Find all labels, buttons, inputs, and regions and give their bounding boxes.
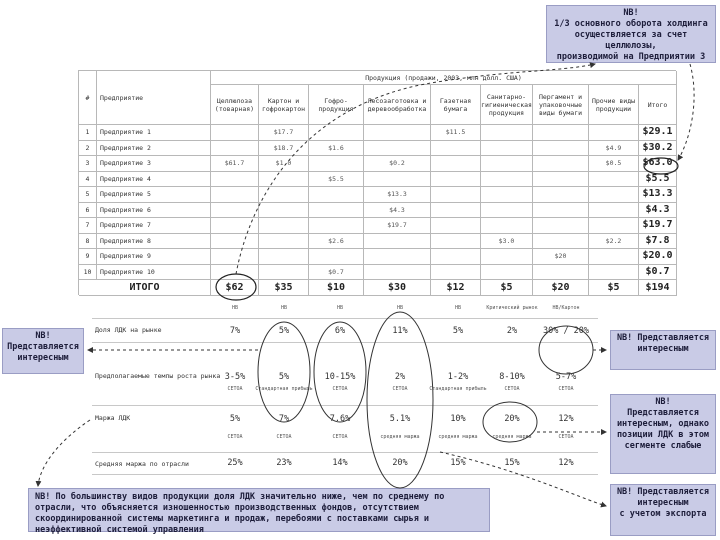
margin-note: СЕТОА — [227, 434, 243, 440]
table-cell: $1.6 — [309, 141, 364, 157]
table-cell: $17.7 — [259, 125, 309, 141]
margin-note: СЕТОА — [332, 434, 348, 440]
row-company: Предприятие 5 — [97, 187, 211, 203]
growth-value: 3-5% — [224, 372, 246, 382]
row-total-cell: $29.1 — [639, 125, 677, 141]
total-cell: $20 — [533, 280, 589, 296]
num-header: # — [79, 71, 97, 125]
share-value: 30% / 20% — [542, 326, 590, 336]
table-cell: $2.2 — [589, 234, 639, 250]
highlight-ellipse-packaging — [539, 326, 593, 374]
column-header: Гофро-продукция — [309, 85, 364, 125]
share-value: 5% — [278, 326, 290, 336]
total-cell: $5 — [589, 280, 639, 296]
avg-margin-value: 20% — [392, 458, 408, 468]
margin-value: 5% — [229, 414, 241, 424]
growth-value: 5-7% — [555, 372, 577, 382]
growth-note: СЕТОА — [558, 386, 574, 392]
share-value: 7% — [229, 326, 241, 336]
growth-label: Предполагаемые темпы роста рынка — [95, 372, 221, 380]
row-company: Предприятие 8 — [97, 234, 211, 250]
margin-note: СЕТОА — [276, 434, 292, 440]
row-total-cell: $5.5 — [639, 172, 677, 188]
share-value: 2% — [506, 326, 518, 336]
column-header: Картон и гофрокартон — [259, 85, 309, 125]
share-value: 11% — [392, 326, 408, 336]
growth-value: 5% — [278, 372, 290, 382]
avg-margin-label: Средняя маржа по отрасли — [95, 460, 189, 468]
avg-margin-value: 12% — [558, 458, 574, 468]
column-header: Итого — [639, 85, 677, 125]
growth-value: 1-2% — [447, 372, 469, 382]
total-label: ИТОГО — [79, 280, 211, 296]
highlight-ellipse-cardboard — [258, 322, 310, 422]
column-header: Санитарно-гигиеническая продукция — [481, 85, 533, 125]
column-header: Лесозаготовка и деревообработка — [364, 85, 431, 125]
growth-value: 10-15% — [324, 372, 356, 382]
table-cell: $19.7 — [364, 218, 431, 234]
company-header: Предприятие — [97, 71, 211, 125]
row-number: 6 — [79, 203, 97, 219]
total-cell: $5 — [481, 280, 533, 296]
row-company: Предприятие 1 — [97, 125, 211, 141]
row-company: Предприятие 9 — [97, 249, 211, 265]
row-number: 10 — [79, 265, 97, 281]
total-cell: $12 — [431, 280, 481, 296]
table-cell: $11.5 — [431, 125, 481, 141]
growth-value: 2% — [394, 372, 406, 382]
row-number: 7 — [79, 218, 97, 234]
total-cell: $30 — [364, 280, 431, 296]
avg-margin-value: 15% — [450, 458, 466, 468]
margin-value: 10% — [450, 414, 466, 424]
avg-margin-value: 15% — [504, 458, 520, 468]
segment-label: НВ — [231, 305, 239, 311]
segment-label: Критический рынок — [486, 305, 538, 311]
row-number: 1 — [79, 125, 97, 141]
table-cell: $4.9 — [589, 141, 639, 157]
row-company: Предприятие 4 — [97, 172, 211, 188]
margin-value: 7.6% — [329, 414, 351, 424]
margin-label: Маржа ЛДК — [95, 414, 131, 422]
growth-note: СЕТОА — [504, 386, 520, 392]
highlight-ellipse-cellulose-total — [216, 274, 256, 300]
margin-note: СЕТОА — [558, 434, 574, 440]
row-company: Предприятие 6 — [97, 203, 211, 219]
arrow-to-right-callout-3 — [440, 452, 606, 506]
table-cell: $13.3 — [364, 187, 431, 203]
callout-cellulose-note: NB! 1/3 основного оборота холдинга осуществляется за счет целлюлозы, производимой на Предприятии 3 — [546, 5, 716, 63]
total-cell: $194 — [639, 280, 677, 296]
arrow-to-top-callout — [236, 64, 595, 274]
row-number: 3 — [79, 156, 97, 172]
growth-note: СЕТОА — [332, 386, 348, 392]
row-number: 9 — [79, 249, 97, 265]
table-cell: $61.7 — [211, 156, 259, 172]
table-cell: $0.5 — [589, 156, 639, 172]
row-company: Предприятие 2 — [97, 141, 211, 157]
margin-value: 12% — [558, 414, 574, 424]
row-company: Предприятие 3 — [97, 156, 211, 172]
growth-note: Стандартная прибыль — [429, 386, 487, 392]
row-total-cell: $7.8 — [639, 234, 677, 250]
row-number: 4 — [79, 172, 97, 188]
row-company: Предприятие 10 — [97, 265, 211, 281]
margin-value: 7% — [278, 414, 290, 424]
row-total-cell: $63.0 — [639, 156, 677, 172]
row-total-cell: $0.7 — [639, 265, 677, 281]
row-number: 5 — [79, 187, 97, 203]
callout-right-note-3: NB! Представляется интересным с учетом экспорта — [610, 484, 716, 536]
row-company: Предприятие 7 — [97, 218, 211, 234]
segment-label: НВ — [454, 305, 462, 311]
table-cell: $1.0 — [259, 156, 309, 172]
arrow-to-bottom-callout — [38, 420, 90, 486]
row-number: 2 — [79, 141, 97, 157]
callout-right-note-1: NB! Представляется интересным — [610, 330, 716, 370]
table-cell: $3.0 — [481, 234, 533, 250]
row-total-cell: $13.3 — [639, 187, 677, 203]
arrow-top-to-enterprise3 — [678, 64, 694, 160]
table-cell: $18.7 — [259, 141, 309, 157]
avg-margin-value: 25% — [227, 458, 243, 468]
row-total-cell: $20.0 — [639, 249, 677, 265]
margin-value: 5.1% — [389, 414, 411, 424]
column-header: Целлюлоза (товарная) — [211, 85, 259, 125]
total-cell: $62 — [211, 280, 259, 296]
super-header: Продукция (продажи, 2003, млн долл. США) — [211, 71, 677, 85]
callout-right-note-2: NB! Представляется интересным, однако позиции ЛДК в этом сегменте слабые — [610, 394, 716, 474]
segment-label: НВ — [396, 305, 404, 311]
share-value: 5% — [452, 326, 464, 336]
highlight-ellipse-sanitary — [483, 402, 537, 442]
growth-note: Стандартная прибыль — [255, 386, 313, 392]
callout-bottom-note: NB! По большинству видов продукции доля ЛДК значительно ниже, чем по среднему по отрасли, что объясняется изношенностью производственных фондов, отсутствием скоординированной системы маркетинга и продаж, перебоями с поставками сырья и неэффективной системой управления — [28, 488, 490, 532]
highlight-ellipse-enterprise3-total — [644, 158, 678, 174]
table-cell: $0.7 — [309, 265, 364, 281]
growth-value: 8-10% — [499, 372, 525, 382]
avg-margin-value: 14% — [332, 458, 348, 468]
row-total-cell: $19.7 — [639, 218, 677, 234]
callout-left-note: NB! Представляется интересным — [2, 328, 84, 374]
column-header: Газетная бумага — [431, 85, 481, 125]
table-cell: $20 — [533, 249, 589, 265]
segment-label: НВ — [336, 305, 344, 311]
row-number: 8 — [79, 234, 97, 250]
margin-value: 20% — [504, 414, 520, 424]
highlight-ellipse-corrugated — [314, 322, 366, 422]
total-cell: $10 — [309, 280, 364, 296]
margin-note: средняя маржа — [380, 434, 420, 440]
row-total-cell: $30.2 — [639, 141, 677, 157]
table-cell: $4.3 — [364, 203, 431, 219]
share-label: Доля ЛДК на рынке — [95, 326, 162, 334]
segment-label: НВ/Картон — [552, 305, 580, 311]
margin-note: средняя маржа — [438, 434, 478, 440]
table-cell: $0.2 — [364, 156, 431, 172]
total-cell: $35 — [259, 280, 309, 296]
table-cell: $2.6 — [309, 234, 364, 250]
column-header: Прочие виды продукции — [589, 85, 639, 125]
growth-note: СЕТОА — [392, 386, 408, 392]
margin-note: средняя маржа — [492, 434, 532, 440]
row-total-cell: $4.3 — [639, 203, 677, 219]
highlight-ellipse-wood — [367, 312, 433, 488]
growth-note: СЕТОА — [227, 386, 243, 392]
segment-label: НВ — [280, 305, 288, 311]
avg-margin-value: 23% — [276, 458, 292, 468]
table-cell: $5.5 — [309, 172, 364, 188]
share-value: 6% — [334, 326, 346, 336]
column-header: Пергамент и упаковочные виды бумаги — [533, 85, 589, 125]
